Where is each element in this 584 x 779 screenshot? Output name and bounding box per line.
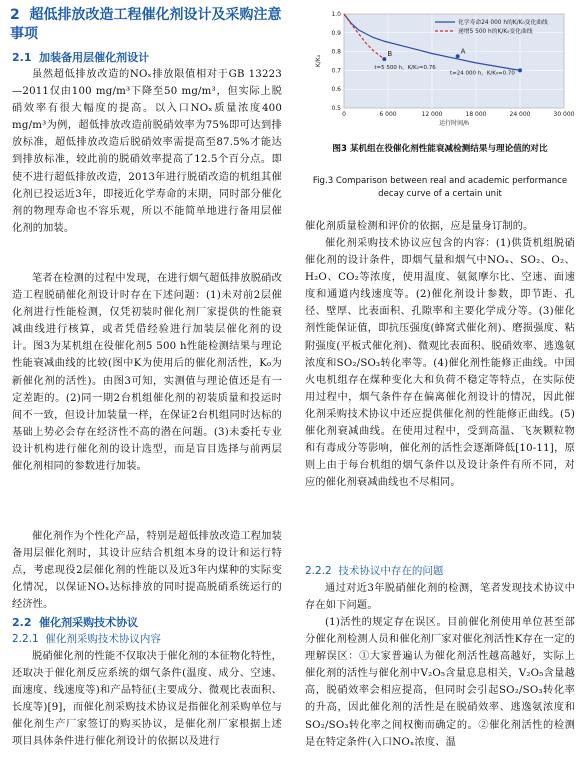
paragraph-8: (1)活性的规定存在误区。目前催化剂使用单位甚至部分催化剂检测人员和催化剂厂家对催化剂活性K存在一定的理解误区：①大家普遍认为催化剂活性越高越好，实际上催化剂的活性与催化剂中V₂O₅含量息息相关，V₂O₅含量越高，脱硝效率会相应提高，但同时会引起SO₂/SO₃转化率的升高，因此催化剂的活性是在脱硝效率、逃逸氨浓度和SO₂/SO₃转化率之间权衡而确定的。②催化剂活性的检测是在特定条件(入口NOₓ浓度、温 — [305, 617, 575, 748]
subsection-2-2-1-heading: 2.2.1 催化剂采购技术协议内容 — [12, 633, 161, 645]
data-point — [518, 68, 522, 72]
y-tick-label: 0.8 — [331, 48, 341, 56]
y-tick-label: 0.7 — [331, 67, 341, 75]
x-tick-label: 0 — [342, 111, 346, 118]
paragraph-2: 笔者在检测的过程中发现，在进行烟气超低排放脱硝改造工程脱硝催化剂设计时存在下述问题：(1)未对前2层催化剂进行性能检测，仅凭初装时催化剂厂家提供的性能衰减曲线进行核算，或者凭借经验进行加装层催化剂的设计。图3为某机组在役催化剂5 500 h性能检测结果与理论性能衰减曲线的比较(图中K为使用后的催化剂活性，K₀为新催化剂的活性)。由图3可知，实测值与理论值还是有一定差距的。(2)同一期2台机组催化剂的初装质量和投运时间不一致，但设计加装量一样，在保证2台机组同时达标的基础上势必会存在经济性不高的潜在问题。(3)未委托专业设计机构进行催化剂的设计选型，而是盲目选择与前两层催化剂相同的参数进行加装。 — [12, 273, 282, 473]
y-axis-label: K/K₀ — [315, 54, 322, 68]
subsection-2-2-2-heading: 2.2.2 技术协议中存在的问题 — [305, 565, 444, 577]
y-tick-label: 0.6 — [331, 86, 341, 94]
paragraph-5: 催化剂质量检测和评价的依据，应是量身订制的。 — [305, 221, 534, 232]
paragraph-7: 通过对近3年脱硝催化剂的检测，笔者发现技术协议中存在如下问题。 — [305, 583, 575, 612]
x-tick-label: 24 000 — [509, 111, 531, 118]
subsection-2-1-heading: 2.1 加装备用层催化剂设计 — [12, 51, 150, 64]
figure-caption-en: Fig.3 Comparison between real and academic performance decay curve of a certain unit — [312, 176, 568, 199]
y-tick-label: 1.0 — [331, 11, 341, 18]
x-tick-label: 12 000 — [421, 111, 443, 118]
paragraph-1: 虽然超低排放改造的NOₓ排放限值相对于GB 13223—2011仅由100 mg/m³下降至50 mg/m³，但实际上脱硝效率有很大幅度的提高。以入口NOₓ质量浓度400 mg/m³为例，超低排放改造前脱硝效率为75%即可达到排放标准，超低排放改造后脱硝效率需提高至87.5%才能达到排放标准，较此前的脱硝效率提高了12.5个百分点。即使不进行超低排放改造，2013年进行脱硝改造的机组其催化剂已投运近3年，即接近化学寿命的末期，同时部分催化剂的物理寿命也不容乐观，所以不能简单地进行备用层催化剂的加装。 — [12, 69, 282, 234]
point-label: B — [387, 50, 393, 59]
x-tick-label: 30 000 — [553, 111, 575, 118]
figure-caption-cn: 图3 某机组在役催化剂性能衰减检测结果与理论值的对比 — [332, 144, 548, 154]
paragraph-6: 催化剂采购技术协议应包含的内容：(1)供货机组脱硝催化剂的设计条件，即烟气量和烟气中NOₓ、SO₂、O₂、H₂O、CO₂等浓度，使用温度、氨氮摩尔比、空速、面速度和通道内线速度等。(2)催化剂设计参数，即节距、孔径、壁厚、比表面积、孔隙率和主要化学成分等。(3)催化剂性能保证值，即抗压强度(蜂窝式催化剂)、磨损强度、粘附强度(平板式催化剂)、微观比表面积、脱硝效率、逃逸氨浓度和SO₂/SO₃转化率等。(4)催化剂性能修正曲线。中国火电机组存在煤种变化大和负荷不稳定等特点，在实际使用过程中，烟气条件存在偏离催化剂设计的情况，因此催化剂采购技术协议中还应提供催化剂的性能修正曲线。(5)催化剂衰减曲线。在使用过程中，受到高温、飞灰颗粒物和有毒成分等影响，催化剂的活性会逐渐降低[10-11]，原则上由于每台机组的烟气条件以及设计条件有所不同，对应的催化剂衰减曲线也不尽相同。 — [305, 238, 575, 489]
point-annotation: t=24 000 h，K/K₀=0.70 — [450, 70, 515, 77]
legend-label: 化学寿命24 000 h的K/K₀变化曲线 — [458, 20, 548, 26]
data-point — [456, 54, 460, 58]
figure-3-chart — [310, 8, 575, 130]
x-axis-label: 运行时间/h — [439, 120, 469, 127]
y-tick-label: 0.5 — [331, 105, 341, 112]
section-title: 2 超低排放改造工程催化剂设计及采购注意事项 — [10, 7, 282, 42]
paragraph-4: 脱硝催化剂的性能不仅取决于催化剂的本征物化特性，还取决于催化剂反应系统的烟气条件(温度、成分、空速、面速度、线速度等)和产品特征(主要成分、微观比表面积、长度等)[9]，而催化剂采购技术协议是指催化剂采购单位与催化剂生产厂家签订的购买协议，是催化剂厂家根据上述项目具体条件进行催化剂设计的依据以及进行 — [12, 651, 282, 748]
paragraph-3: 催化剂作为个性化产品，特别是超低排放改造工程加装备用层催化剂时，其设计应结合机组本身的设计和运行特点，考虑现役2层催化剂的性能以及近3年内煤种的实际变化情况，以保证NOₓ达标排放的同时提高脱硝系统运行的经济性。 — [12, 531, 282, 611]
point-label: A — [460, 47, 466, 56]
x-tick-label: 18 000 — [465, 111, 487, 118]
y-tick-label: 0.9 — [331, 29, 341, 37]
subsection-2-2-heading: 2.2 催化剂采购技术协议 — [12, 616, 139, 629]
x-tick-label: 6 000 — [379, 111, 397, 118]
legend-label: 递增5 500 h的K/K₀变化曲线 — [458, 29, 533, 35]
data-point — [382, 57, 386, 61]
point-annotation: t=5 500 h，K/K₀=0.76 — [374, 65, 436, 72]
